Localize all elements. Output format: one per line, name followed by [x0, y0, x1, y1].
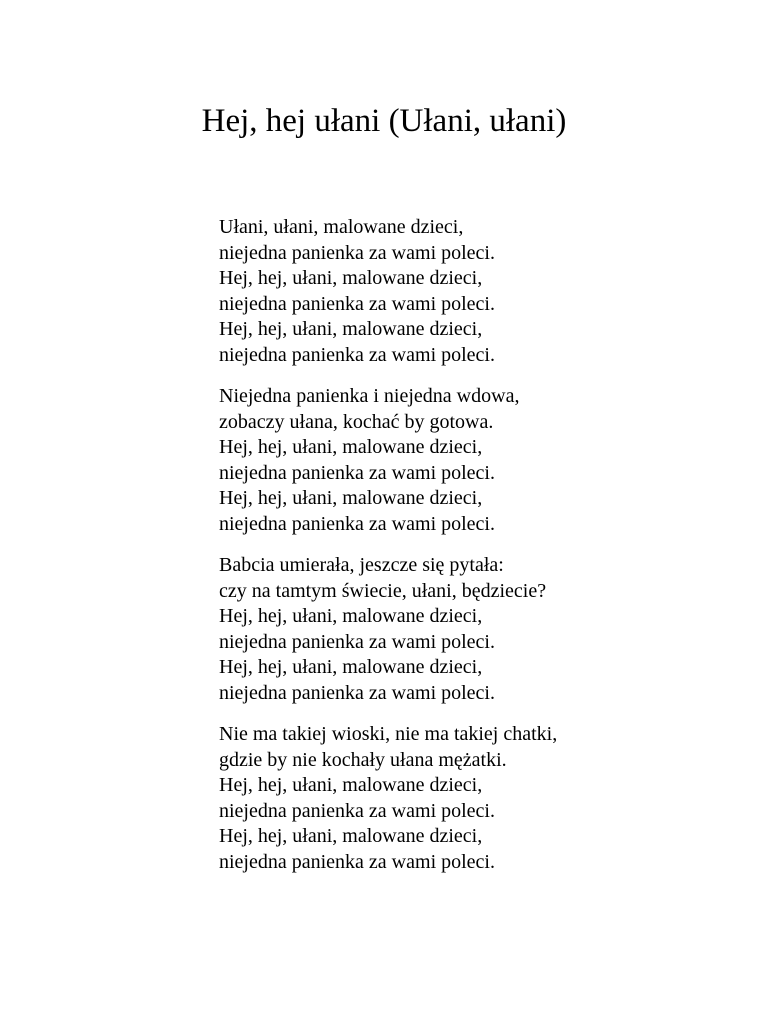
lyric-line: zobaczy ułana, kochać by gotowa. [219, 410, 494, 433]
lyric-line: niejedna panienka za wami poleci. [219, 799, 495, 822]
lyrics-body [219, 215, 759, 891]
lyric-line: Nie ma takiej wioski, nie ma takiej chatki, [219, 723, 558, 745]
lyric-line: Ułani, ułani, malowane dzieci, [219, 216, 464, 238]
lyric-line: Hej, hej, ułani, malowane dzieci, [219, 825, 483, 847]
stanza-4 [219, 722, 759, 875]
lyric-line: niejedna panienka za wami poleci. [219, 343, 495, 366]
lyric-line: niejedna panienka za wami poleci. [219, 630, 495, 653]
lyric-line: Hej, hej, ułani, malowane dzieci, [219, 436, 483, 458]
lyric-line: Hej, hej, ułani, malowane dzieci, [219, 656, 483, 678]
stanza-2 [219, 384, 759, 537]
page-title: Hej, hej ułani (Ułani, ułani) [201, 103, 567, 139]
lyric-line: niejedna panienka za wami poleci. [219, 512, 495, 535]
lyric-line: gdzie by nie kochały ułana mężatki. [219, 748, 507, 771]
stanza-3 [219, 553, 759, 706]
lyric-line: czy na tamtym świecie, ułani, będziecie? [219, 579, 547, 602]
lyric-line: Hej, hej, ułani, malowane dzieci, [219, 487, 483, 509]
lyric-line: Hej, hej, ułani, malowane dzieci, [219, 605, 483, 627]
lyric-line: Hej, hej, ułani, malowane dzieci, [219, 318, 483, 340]
lyric-line: Babcia umierała, jeszcze się pytała: [219, 554, 504, 576]
lyric-line: niejedna panienka za wami poleci. [219, 241, 495, 264]
stanza-1 [219, 215, 759, 368]
lyric-line: niejedna panienka za wami poleci. [219, 681, 495, 704]
lyric-line: Hej, hej, ułani, malowane dzieci, [219, 267, 483, 289]
lyric-line: Niejedna panienka i niejedna wdowa, [219, 385, 520, 407]
lyric-line: niejedna panienka za wami poleci. [219, 461, 495, 484]
lyric-line: niejedna panienka za wami poleci. [219, 292, 495, 315]
lyric-line: Hej, hej, ułani, malowane dzieci, [219, 774, 483, 796]
lyric-line: niejedna panienka za wami poleci. [219, 850, 495, 873]
